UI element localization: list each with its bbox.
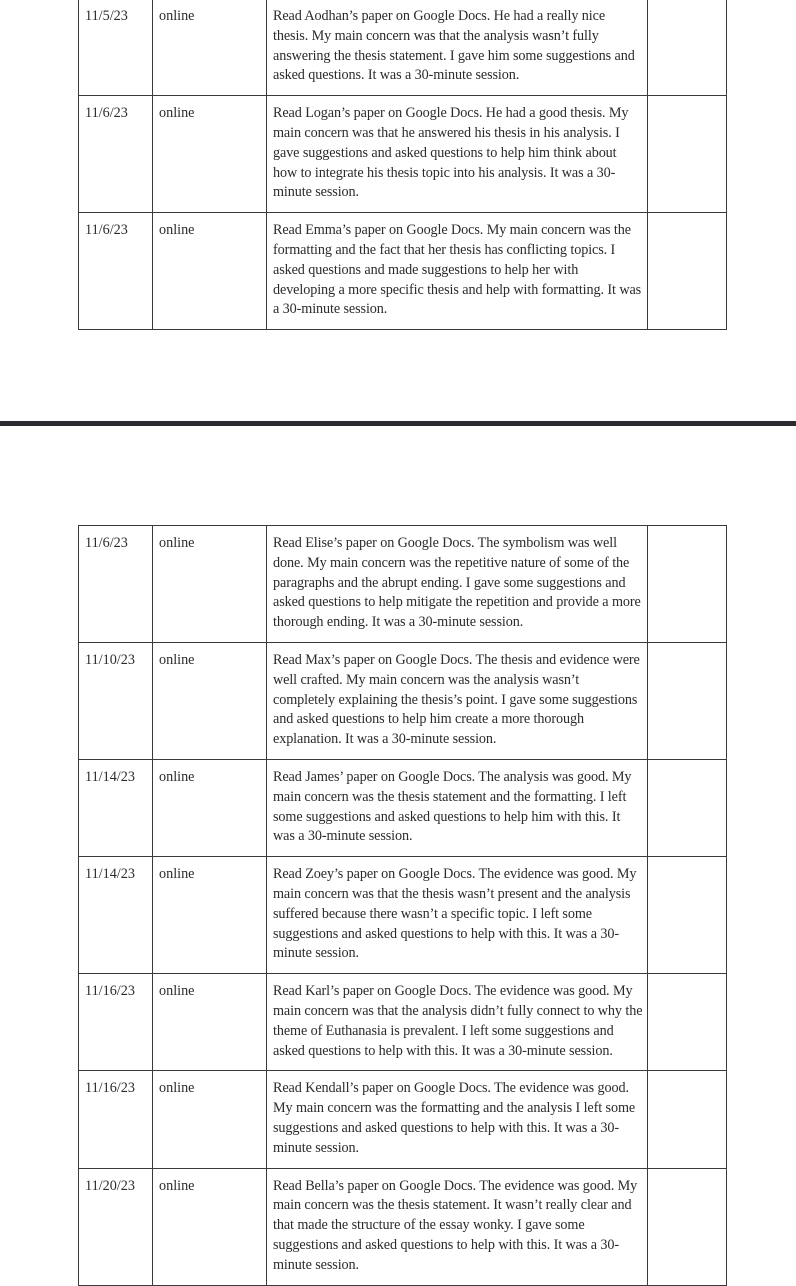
- description-cell: Read Karl’s paper on Google Docs. The evidence was good. My main concern was that the analysis didn’t fully connect to why the theme of Euthanasia is prevalent. I left some suggestions and asked questions to help with this. It was a 30-minute session.: [267, 974, 648, 1071]
- date-cell: 11/14/23: [79, 759, 153, 856]
- mode-cell: online: [153, 0, 267, 96]
- empty-cell: [648, 1168, 727, 1285]
- table-row: [79, 857, 727, 974]
- description-cell: Read Logan’s paper on Google Docs. He had a good thesis. My main concern was that he answered his thesis in his analysis. I gave suggestions and asked questions to help him think about how to integrate his thesis topic into his analysis. It was a 30-minute session.: [267, 96, 648, 213]
- empty-cell: [648, 96, 727, 213]
- description-cell: Read Zoey’s paper on Google Docs. The evidence was good. My main concern was that the thesis wasn’t present and the analysis suffered because there wasn’t a specific topic. I left some suggestions and asked questions to help with this. It was a 30-minute session.: [267, 857, 648, 974]
- empty-cell: [648, 213, 727, 330]
- table-row: [79, 759, 727, 856]
- description-cell: Read James’ paper on Google Docs. The analysis was good. My main concern was the thesis statement and the formatting. I left some suggestions and asked questions to help him with this. It was a 30-minute session.: [267, 759, 648, 856]
- mode-cell: online: [153, 857, 267, 974]
- empty-cell: [648, 1071, 727, 1168]
- date-cell: 11/14/23: [79, 857, 153, 974]
- mode-cell: online: [153, 1168, 267, 1285]
- empty-cell: [648, 759, 727, 856]
- date-cell: 11/6/23: [79, 96, 153, 213]
- date-cell: 11/6/23: [79, 526, 153, 643]
- mode-cell: online: [153, 526, 267, 643]
- empty-cell: [648, 0, 727, 96]
- date-cell: 11/6/23: [79, 213, 153, 330]
- mode-cell: online: [153, 96, 267, 213]
- mode-cell: online: [153, 642, 267, 759]
- description-cell: Read Max’s paper on Google Docs. The thesis and evidence were well crafted. My main concern was the analysis wasn’t completely explaining the thesis’s point. I gave some suggestions and asked questions to help him create a more thorough explanation. It was a 30-minute session.: [267, 642, 648, 759]
- table-row: [79, 974, 727, 1071]
- mode-cell: online: [153, 759, 267, 856]
- date-cell: 11/10/23: [79, 642, 153, 759]
- description-cell: Read Bella’s paper on Google Docs. The evidence was good. My main concern was the thesis statement. It wasn’t really clear and that made the structure of the essay wonky. I gave some suggestions and asked questions to help with this. It was a 30-minute session.: [267, 1168, 648, 1285]
- mode-cell: online: [153, 1071, 267, 1168]
- table-row: [79, 1168, 727, 1285]
- table-row: [79, 96, 727, 213]
- table-row: [79, 0, 727, 96]
- table-row: [79, 642, 727, 759]
- document-page-1: [0, 0, 796, 421]
- empty-cell: [648, 526, 727, 643]
- session-log-table: [78, 0, 727, 330]
- session-log-table: [78, 525, 727, 1286]
- empty-cell: [648, 974, 727, 1071]
- date-cell: 11/5/23: [79, 0, 153, 96]
- description-cell: Read Emma’s paper on Google Docs. My main concern was the formatting and the fact that her thesis has conflicting topics. I asked questions and made suggestions to help her with developing a more specific thesis and help with formatting. It was a 30-minute session.: [267, 213, 648, 330]
- table-row: [79, 1071, 727, 1168]
- date-cell: 11/20/23: [79, 1168, 153, 1285]
- document-page-2: [0, 426, 796, 1280]
- mode-cell: online: [153, 974, 267, 1071]
- empty-cell: [648, 642, 727, 759]
- empty-cell: [648, 857, 727, 974]
- description-cell: Read Aodhan’s paper on Google Docs. He had a really nice thesis. My main concern was that the analysis wasn’t fully answering the thesis statement. I gave him some suggestions and asked questions. It was a 30-minute session.: [267, 0, 648, 96]
- description-cell: Read Kendall’s paper on Google Docs. The evidence was good. My main concern was the formatting and the analysis I left some suggestions and asked questions to help with this. It was a 30-minute session.: [267, 1071, 648, 1168]
- description-cell: Read Elise’s paper on Google Docs. The symbolism was well done. My main concern was the repetitive nature of some of the paragraphs and the abrupt ending. I gave some suggestions and asked questions to help mitigate the repetition and provide a more thorough ending. It was a 30-minute session.: [267, 526, 648, 643]
- date-cell: 11/16/23: [79, 974, 153, 1071]
- table-row: [79, 526, 727, 643]
- mode-cell: online: [153, 213, 267, 330]
- table-row: [79, 213, 727, 330]
- date-cell: 11/16/23: [79, 1071, 153, 1168]
